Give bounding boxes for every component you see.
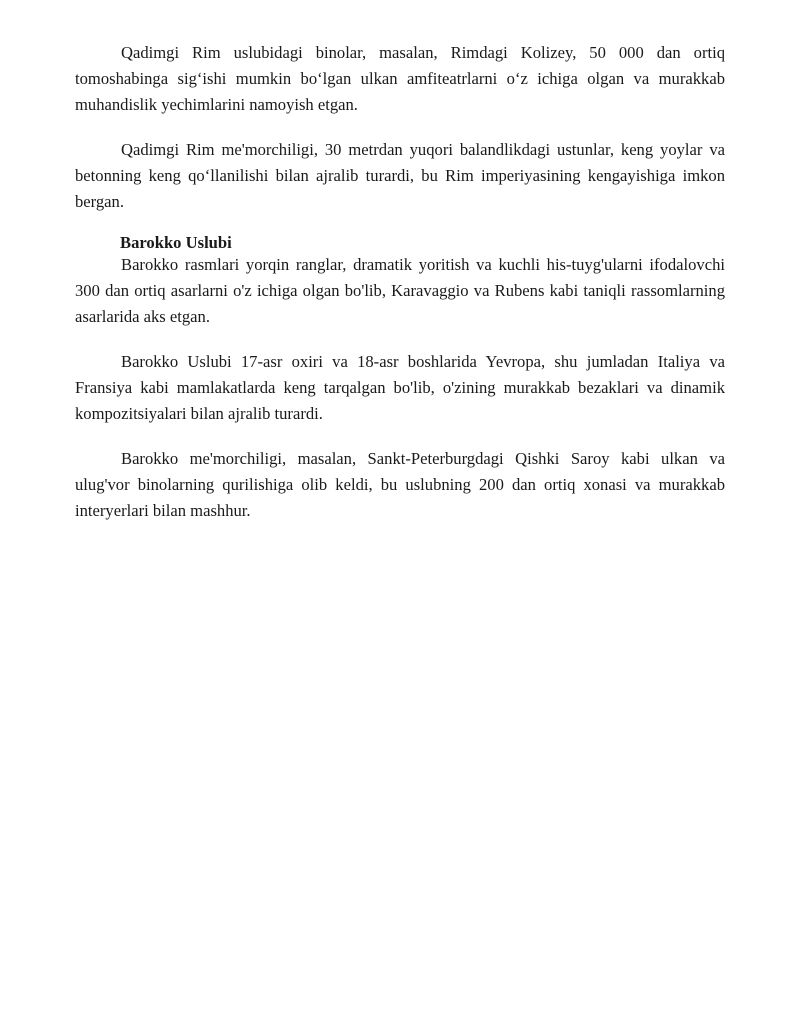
paragraph-baroque-europe: Barokko Uslubi 17-asr oxiri va 18-asr boshlarida Yevropa, shu jumladan Italiya va Fransiya kabi mamlakatlarda keng tarqalgan bo'lib, o'zining murakkab bezaklari va dinamik kompozitsiyalari bilan ajralib turardi. — [75, 352, 725, 423]
paragraph-baroque-paintings: Barokko rasmlari yorqin ranglar, dramatik yoritish va kuchli his-tuyg'ularni ifodalovchi 300 dan ortiq asarlarni o'z ichiga olgan bo'lib, Karavaggio va Rubens kabi taniqli rassomlarning asarlarida aks etgan. — [75, 255, 725, 326]
paragraph-baroque-architecture: Barokko me'morchiligi, masalan, Sankt-Peterburgdagi Qishki Saroy kabi ulkan va ulug'vor binolarning qurilishiga olib keldi, bu uslubning 200 dan ortiq xonasi va murakkab interyerlari bilan mashhur. — [75, 449, 725, 520]
document-page — [75, 40, 725, 543]
section-heading-baroque: Barokko Uslubi — [120, 233, 232, 252]
paragraph-rome-colosseum: Qadimgi Rim uslubidagi binolar, masalan, Rimdagi Kolizey, 50 000 dan ortiq tomoshabinga sig‘ishi mumkin bo‘lgan ulkan amfiteatrlarni o‘z ichiga olgan va murakkab muhandislik yechimlarini namoyish etgan. — [75, 43, 725, 114]
paragraph-rome-architecture: Qadimgi Rim me'morchiligi, 30 metrdan yuqori balandlikdagi ustunlar, keng yoylar va betonning keng qo‘llanilishi bilan ajralib turardi, bu Rim imperiyasining kengayishiga imkon bergan. — [75, 140, 725, 211]
